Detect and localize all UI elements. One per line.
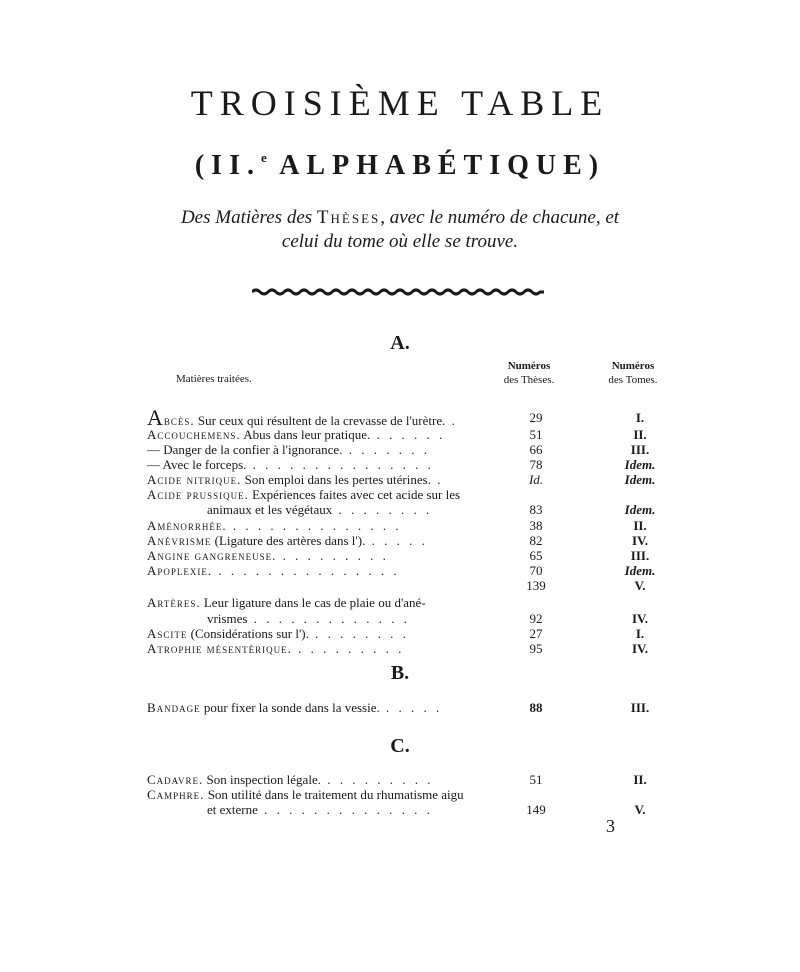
column-header-theses-line1: Numéros xyxy=(507,360,551,372)
index-entry xyxy=(0,700,800,716)
column-header-matieres: Matières traitées. xyxy=(176,373,252,385)
index-entry xyxy=(0,487,800,503)
entry-thesis-number: 92 xyxy=(529,611,543,626)
subtitle-main: (II. xyxy=(194,150,261,181)
entry-leader-dots: . . . . . . . . . xyxy=(276,548,389,563)
entry-heading: Acide nitrique. xyxy=(147,472,242,487)
index-entry xyxy=(0,457,800,473)
index-entry-continuation xyxy=(0,578,800,594)
entry-heading: Accouchemens. xyxy=(147,427,241,442)
entry-heading: Atrophie mésentérique. xyxy=(147,641,292,656)
entry-leader-dots: . . . . . . . . . . . . . . . xyxy=(246,457,434,472)
entry-heading: Bandage xyxy=(147,700,201,715)
index-entry xyxy=(0,533,800,549)
index-entry xyxy=(0,427,800,443)
description-part2: , avec le numéro de chacune, et xyxy=(380,207,620,228)
description-theses: Thèses xyxy=(316,207,381,228)
entry-leader-dots: . . . . . . . . . . . . . xyxy=(247,611,410,626)
index-entry xyxy=(0,772,800,788)
entry-text: animaux et les végétaux xyxy=(207,502,333,517)
entry-tome-number: I. xyxy=(635,626,645,641)
entry-heading: Angine gangreneuse. xyxy=(147,548,277,563)
entry-text: Leur ligature dans le cas de plaie ou d'ané- xyxy=(200,595,426,610)
entry-text: et externe xyxy=(207,802,258,817)
entry-tome-number: II. xyxy=(633,518,647,533)
entry-text: — Danger de la confier à l'ignorance. xyxy=(147,442,343,457)
entry-heading: Artères. xyxy=(147,595,201,610)
column-header-theses xyxy=(496,359,562,387)
index-entry xyxy=(0,563,800,579)
entry-heading: Aménorrhée. xyxy=(147,518,227,533)
entry-text: Son utilité dans le traitement du rhumatisme aigu xyxy=(204,787,464,802)
entry-text: — Avec le forceps. xyxy=(147,457,247,472)
entry-thesis-number: 29 xyxy=(529,410,543,425)
entry-tome-number: III. xyxy=(630,700,650,715)
description-part1: Des Matières des xyxy=(180,207,317,228)
entry-heading: Ascite xyxy=(147,626,188,641)
column-header-theses-line2: des Thèses. xyxy=(503,374,555,386)
ornamental-divider xyxy=(252,288,544,296)
entry-heading: Camphre. xyxy=(147,787,205,802)
entry-leader-dots: . . . . . . xyxy=(370,427,446,442)
entry-tome-number: V. xyxy=(634,578,646,593)
entry-tome-number: Idem. xyxy=(624,502,656,517)
entry-text: (Ligature des artères dans l'). xyxy=(211,533,366,548)
index-entry-continuation xyxy=(0,802,800,818)
entry-thesis-number: 149 xyxy=(526,802,546,817)
entry-tome-number: IV. xyxy=(631,641,649,656)
entry-leader-dots: . . . . . . . . . . . . . . xyxy=(226,518,402,533)
table-description xyxy=(120,206,680,254)
section-letter-c: C. xyxy=(390,735,410,757)
entry-thesis-number: 65 xyxy=(529,548,543,563)
entry-text: Abus dans leur pratique. xyxy=(240,427,371,442)
entry-text: Son inspection légale. xyxy=(203,772,321,787)
section-letter-a: A. xyxy=(390,332,410,354)
entry-leader-dots: . . . . . . . . . xyxy=(291,641,405,656)
entry-thesis-number: 66 xyxy=(529,442,543,457)
index-entry xyxy=(0,626,800,642)
index-entry-continuation xyxy=(0,611,800,627)
entry-thesis-number: 95 xyxy=(529,641,543,656)
index-entry xyxy=(0,442,800,458)
index-entry xyxy=(0,472,800,488)
section-letter-b: B. xyxy=(390,662,410,684)
index-entry xyxy=(0,595,800,611)
entry-tome-number: IV. xyxy=(631,533,649,548)
entry-leader-dots: . xyxy=(430,472,444,487)
entry-tome-number: IV. xyxy=(631,611,649,626)
page-title: TROISIÈME TABLE xyxy=(190,83,610,123)
entry-thesis-number: 83 xyxy=(529,502,543,517)
entry-thesis-number: 82 xyxy=(529,533,543,548)
column-header-tomes-line1: Numéros xyxy=(611,360,655,372)
entry-leader-dots: . . . . . xyxy=(365,533,428,548)
entry-thesis-number: 27 xyxy=(529,626,543,641)
subtitle-superscript: e xyxy=(260,150,267,165)
entry-leader-dots: . xyxy=(445,413,458,428)
index-entry xyxy=(0,410,800,429)
column-header-tomes-line2: des Tomes. xyxy=(608,374,658,386)
entry-heading: Abcès. xyxy=(147,410,195,429)
index-entry-continuation xyxy=(0,502,800,518)
page-subtitle xyxy=(0,150,800,182)
entry-leader-dots: . . . . . . . . . . . . . . . xyxy=(212,563,400,578)
index-entry xyxy=(0,548,800,564)
entry-tome-number: II. xyxy=(633,772,647,787)
entry-thesis-number: 139 xyxy=(526,578,546,593)
entry-text: vrismes xyxy=(207,611,248,626)
description-line2: celui du tome où elle se trouve. xyxy=(281,231,519,252)
entry-leader-dots: . . . . . . . . . xyxy=(320,772,434,787)
entry-thesis-number: 38 xyxy=(529,518,543,533)
entry-text: (Considérations sur l'). xyxy=(187,626,309,641)
subtitle-rest: ALPHABÉTIQUE) xyxy=(266,150,606,181)
entry-leader-dots: . . . . . . . . . . . . . . xyxy=(257,802,433,817)
index-entry xyxy=(0,787,800,803)
entry-text: Son emploi dans les pertes utérines. xyxy=(241,472,431,487)
index-entry xyxy=(0,641,800,657)
entry-text: Sur ceux qui résultent de la crevasse de l'urètre. xyxy=(194,413,446,428)
entry-leader-dots: . . . . . . . . xyxy=(308,626,409,641)
entry-heading: Cadavre. xyxy=(147,772,204,787)
entry-tome-number: Idem. xyxy=(624,472,656,487)
entry-tome-number: V. xyxy=(634,802,646,817)
entry-leader-dots: . . . . . . . xyxy=(342,442,430,457)
entry-text: Expériences faites avec cet acide sur les xyxy=(248,487,461,502)
entry-thesis-number: 70 xyxy=(529,563,543,578)
entry-tome-number: II. xyxy=(633,427,647,442)
entry-leader-dots: . . . . . . . . xyxy=(332,502,433,517)
entry-heading: Acide prussique. xyxy=(147,487,249,502)
entry-heading: Apoplexie. xyxy=(147,563,213,578)
entry-tome-number: Idem. xyxy=(624,563,656,578)
entry-thesis-number: 78 xyxy=(529,457,543,472)
column-header-tomes xyxy=(598,359,668,387)
entry-thesis-number: 88 xyxy=(529,700,543,715)
page-number: 3 xyxy=(606,816,615,836)
entry-thesis-number: Id. xyxy=(528,472,544,487)
entry-thesis-number: 51 xyxy=(529,427,543,442)
entry-heading: Anévrisme xyxy=(147,533,212,548)
entry-tome-number: Idem. xyxy=(624,457,656,472)
entry-tome-number: III. xyxy=(630,548,650,563)
entry-thesis-number: 51 xyxy=(529,772,543,787)
entry-tome-number: III. xyxy=(630,442,650,457)
entry-text: pour fixer la sonde dans la vessie. xyxy=(200,700,380,715)
index-entry xyxy=(0,518,800,534)
entry-tome-number: I. xyxy=(635,410,645,425)
entry-leader-dots: . . . . . xyxy=(379,700,443,715)
